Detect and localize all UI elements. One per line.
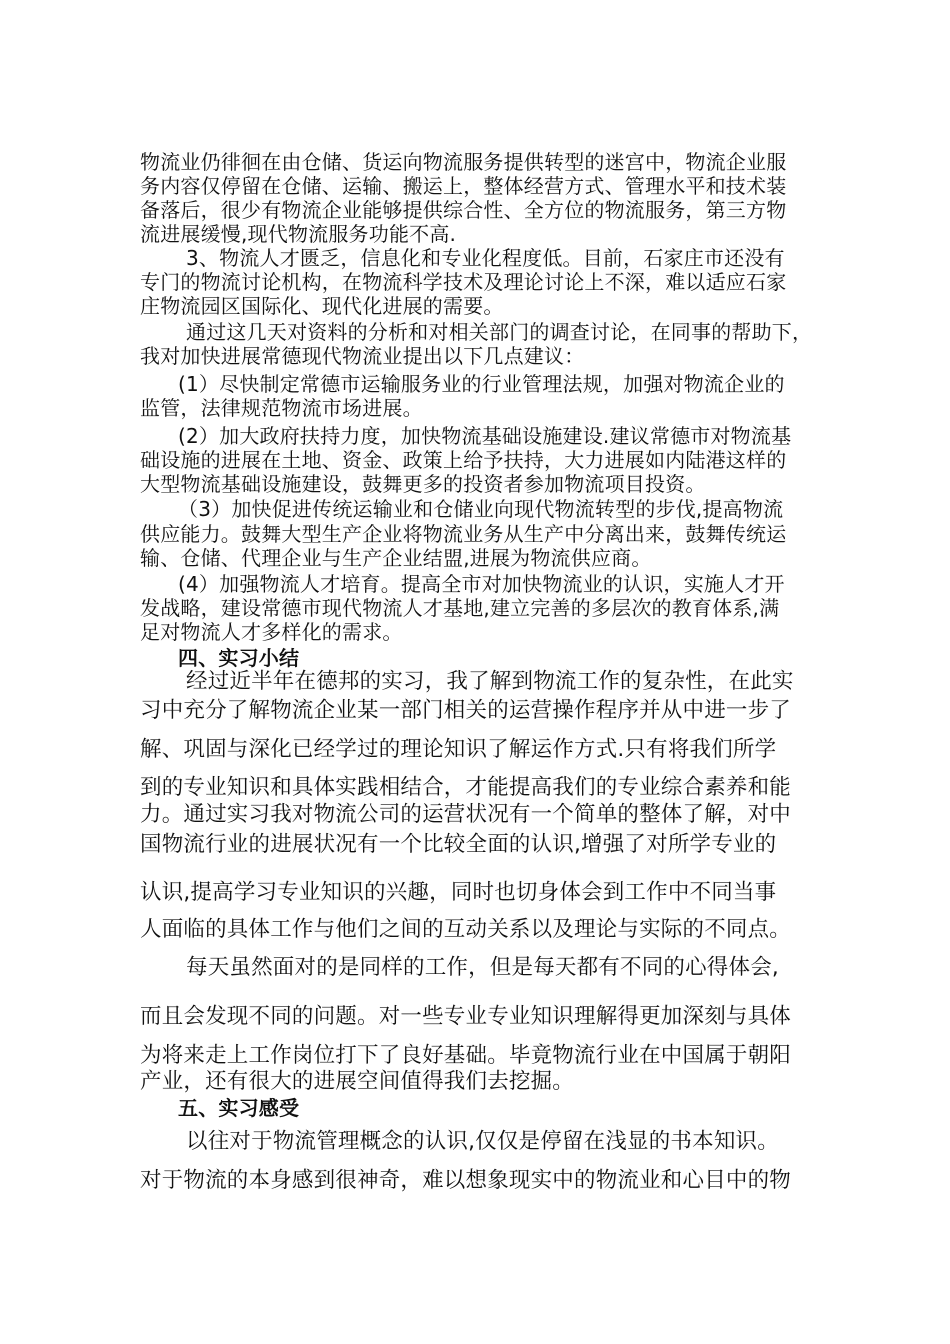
- text-line: 为将来走上工作岗位打下了良好基础。毕竟物流行业在中国属于朝阳: [140, 1043, 792, 1068]
- text-line: 大型物流基础设施建设，鼓舞更多的投资者参加物流项目投资。: [140, 472, 706, 496]
- text-line: 以往对于物流管理概念的认识,仅仅是停留在浅显的书本知识。: [186, 1129, 779, 1154]
- text-line: 解、巩固与深化已经学过的理论知识了解运作方式.只有将我们所学: [140, 737, 777, 762]
- text-line: 3、物流人才匮乏，信息化和专业化程度低。目前，石家庄市还没有: [186, 246, 785, 270]
- text-line: 专门的物流讨论机构，在物流科学技术及理论讨论上不深，难以适应石家: [140, 270, 787, 294]
- text-line: 备落后，很少有物流企业能够提供综合性、全方位的物流服务，第三方物: [140, 198, 787, 222]
- text-line: 输、仓储、代理企业与生产企业结盟,进展为物流供应商。: [140, 546, 652, 570]
- text-line: 到的专业知识和具体实践相结合，才能提高我们的专业综合素养和能: [140, 775, 792, 800]
- text-line: 我对加快进展常德现代物流业提出以下几点建议：: [140, 344, 585, 368]
- text-line: 而且会发现不同的问题。对一些专业专业知识理解得更加深刻与具体: [140, 1004, 792, 1029]
- text-line: 通过这几天对资料的分析和对相关部门的调查讨论，在同事的帮助下，: [186, 320, 813, 344]
- text-line: 足对物流人才多样化的需求。: [140, 620, 403, 644]
- text-line: 发战略，建设常德市现代物流人才基地,建立完善的多层次的教育体系,满: [140, 596, 780, 620]
- text-line: (4）加强物流人才培育。提高全市对加快物流业的认识，实施人才开: [178, 572, 785, 596]
- section-heading: 四、实习小结: [178, 646, 300, 670]
- text-line: 认识,提高学习专业知识的兴趣，同时也切身体会到工作中不同当事: [140, 880, 777, 905]
- text-line: 力。通过实习我对物流公司的运营状况有一个简单的整体了解，对中: [140, 802, 792, 827]
- text-line: 庄物流园区国际化、现代化进展的需要。: [140, 294, 504, 318]
- text-line: 流进展缓慢,现代物流服务功能不高.: [140, 222, 457, 246]
- text-line: 每天虽然面对的是同样的工作，但是每天都有不同的心得体会,: [186, 955, 779, 980]
- text-line: 物流业仍徘徊在由仓储、货运向物流服务提供转型的迷宫中，物流企业服: [140, 150, 787, 174]
- text-line: 经过近半年在德邦的实习，我了解到物流工作的复杂性，在此实: [186, 669, 794, 694]
- text-line: 供应能力。鼓舞大型生产企业将物流业务从生产中分离出来，鼓舞传统运: [140, 522, 787, 546]
- text-line: （3）加快促进传统运输业和仓储业向现代物流转型的步伐,提高物流: [178, 497, 784, 521]
- text-line: 对于物流的本身感到很神奇，难以想象现实中的物流业和心目中的物: [140, 1168, 792, 1193]
- text-line: 监管，法律规范物流市场进展。: [140, 396, 423, 420]
- text-line: 国物流行业的进展状况有一个比较全面的认识,增强了对所学专业的: [140, 832, 777, 857]
- text-line: 务内容仅停留在仓储、运输、搬运上，整体经营方式、管理水平和技术装: [140, 174, 787, 198]
- section-heading: 五、实习感受: [178, 1096, 300, 1120]
- text-line: (2）加大政府扶持力度，加快物流基础设施建设.建议常德市对物流基: [178, 424, 792, 448]
- text-line: 人面临的具体工作与他们之间的互动关系以及理论与实际的不同点。: [140, 917, 792, 942]
- text-line: 习中充分了解物流企业某一部门相关的运营操作程序并从中进一步了: [140, 698, 792, 723]
- text-line: (1）尽快制定常德市运输服务业的行业管理法规，加强对物流企业的: [178, 372, 785, 396]
- text-line: 产业，还有很大的进展空间值得我们去挖掘。: [140, 1069, 575, 1094]
- text-line: 础设施的进展在土地、资金、政策上给予扶持，大力进展如内陆港这样的: [140, 448, 787, 472]
